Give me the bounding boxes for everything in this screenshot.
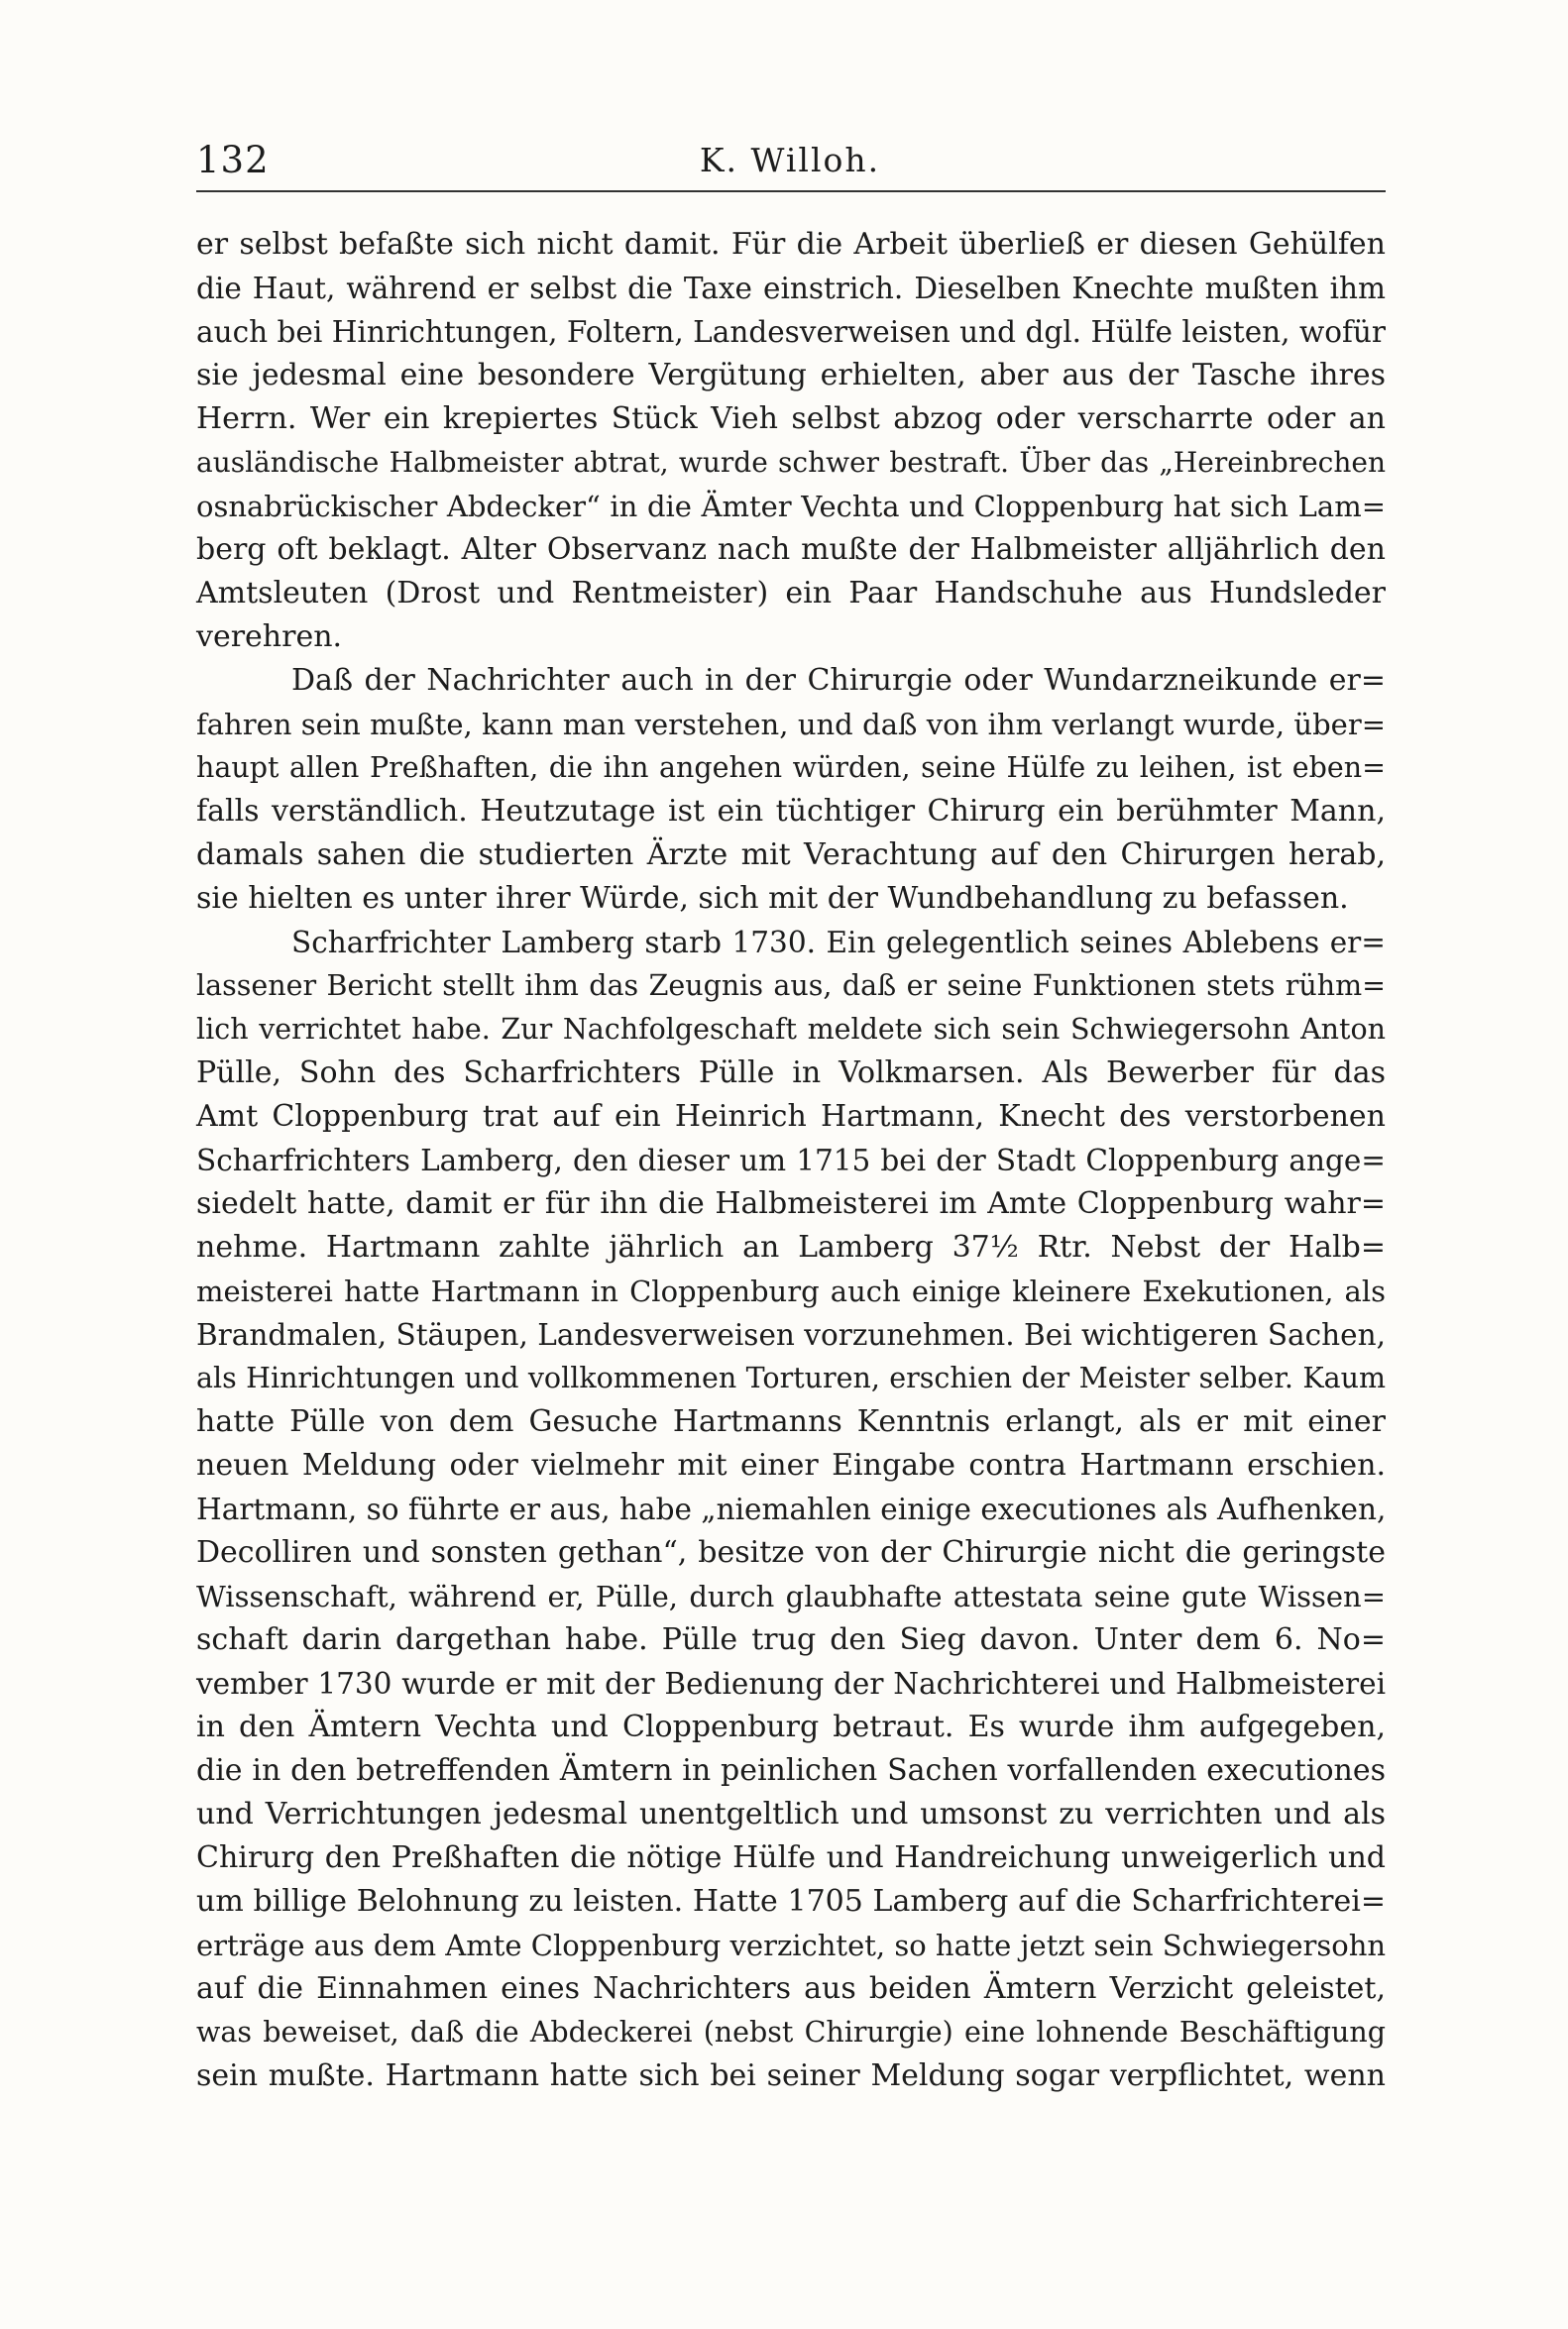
text-line: damals sahen die studierten Ärzte mit Verachtung auf den Chirurgen herab,: [196, 837, 1386, 872]
text-line: die Haut, während er selbst die Taxe einstrich. Dieselben Knechte mußten ihm: [196, 272, 1386, 305]
text-line: um billige Belohnung zu leisten. Hatte 1705 Lamberg auf die Scharfrichterei=: [196, 1884, 1386, 1919]
text-line: Brandmalen, Stäupen, Landesverweisen vorzunehmen. Bei wichtigeren Sachen,: [196, 1318, 1386, 1352]
text-line: falls verständlich. Heutzutage ist ein tüchtiger Chirurg ein berühmter Mann,: [196, 794, 1386, 829]
text-line: Decolliren und sonsten gethan“, besitze von der Chirurgie nicht die geringste: [196, 1535, 1386, 1570]
text-line: Pülle, Sohn des Scharfrichters Pülle in Volkmarsen. Als Bewerber für das: [196, 1055, 1386, 1090]
text-line: Chirurg den Preßhaften die nötige Hülfe und Handreichung unweigerlich und: [196, 1840, 1386, 1875]
text-line: neuen Meldung oder vielmehr mit einer Eingabe contra Hartmann erschien.: [196, 1448, 1386, 1483]
text-line: ausländische Halbmeister abtrat, wurde schwer bestraft. Über das „Hereinbrechen: [196, 446, 1386, 479]
text-line: hatte Pülle von dem Gesuche Hartmanns Kenntnis erlangt, als er mit einer: [196, 1404, 1386, 1439]
text-line: in den Ämtern Vechta und Cloppenburg betraut. Es wurde ihm aufgegeben,: [196, 1710, 1386, 1744]
text-line: Amt Cloppenburg trat auf ein Heinrich Hartmann, Knecht des verstorbenen: [196, 1099, 1386, 1134]
text-line: Herrn. Wer ein krepiertes Stück Vieh selbst abzog oder verscharrte oder an: [196, 401, 1386, 436]
text-line: lassener Bericht stellt ihm das Zeugnis aus, daß er seine Funktionen stets rühm=: [196, 969, 1386, 1002]
text-line: berg oft beklagt. Alter Observanz nach mußte der Halbmeister alljährlich den: [196, 532, 1386, 567]
text-line: Scharfrichter Lamberg starb 1730. Ein gelegentlich seines Ablebens er=: [291, 926, 1386, 959]
text-line: haupt allen Preßhaften, die ihn angehen würden, seine Hülfe zu leihen, ist eben=: [196, 751, 1386, 784]
text-line: auf die Einnahmen eines Nachrichters aus beiden Ämtern Verzicht geleistet,: [196, 1971, 1386, 2006]
paragraph: [196, 223, 1386, 659]
running-head: [196, 139, 1384, 188]
text-line: Hartmann, so führte er aus, habe „niemahlen einige executiones als Aufhenken,: [196, 1493, 1387, 1526]
page-number: 132: [196, 139, 270, 181]
text-line: schaft darin dargethan habe. Pülle trug den Sieg davon. Unter dem 6. No=: [196, 1622, 1386, 1657]
header-rule: [196, 190, 1386, 192]
text-line: sie hielten es unter ihrer Würde, sich mit der Wundbehandlung zu befassen.: [196, 881, 1349, 916]
paragraph: [196, 659, 1386, 921]
text-line: vember 1730 wurde er mit der Bedienung der Nachrichterei und Halbmeisterei: [196, 1667, 1386, 1701]
text-line: er selbst befaßte sich nicht damit. Für die Arbeit überließ er diesen Gehülfen: [196, 227, 1386, 262]
text-line: verehren.: [196, 619, 343, 654]
text-line: Scharfrichters Lamberg, den dieser um 1715 bei der Stadt Cloppenburg ange=: [196, 1144, 1386, 1177]
text-line: auch bei Hinrichtungen, Foltern, Landesverweisen und dgl. Hülfe leisten, wofür: [196, 315, 1386, 349]
text-line: nehme. Hartmann zahlte jährlich an Lamberg 37½ Rtr. Nebst der Halb=: [196, 1230, 1386, 1265]
text-line: Amtsleuten (Drost und Rentmeister) ein Paar Handschuhe aus Hundsleder: [196, 576, 1386, 610]
text-line: als Hinrichtungen und vollkommenen Torturen, erschien der Meister selber. Kaum: [196, 1362, 1386, 1394]
text-line: sie jedesmal eine besondere Vergütung erhielten, aber aus der Tasche ihres: [196, 358, 1386, 392]
text-line: Daß der Nachrichter auch in der Chirurgie oder Wundarzneikunde er=: [291, 663, 1386, 698]
text-line: osnabrückischer Abdecker“ in die Ämter Vechta und Cloppenburg hat sich Lam=: [196, 490, 1386, 523]
text-line: und Verrichtungen jedesmal unentgeltlich und umsonst zu verrichten und als: [196, 1797, 1386, 1831]
text-line: lich verrichtet habe. Zur Nachfolgeschaft meldete sich sein Schwiegersohn Anton: [196, 1013, 1386, 1046]
text-line: siedelt hatte, damit er für ihn die Halbmeisterei im Amte Cloppenburg wahr=: [196, 1186, 1386, 1221]
text-line: fahren sein mußte, kann man verstehen, und daß von ihm verlangt wurde, über=: [196, 708, 1386, 741]
text-line: was beweiset, daß die Abdeckerei (nebst Chirurgie) eine lohnende Beschäftigung: [196, 2016, 1386, 2049]
text-line: meisterei hatte Hartmann in Cloppenburg auch einige kleinere Exekutionen, als: [196, 1275, 1386, 1308]
paragraph: [196, 921, 1386, 2098]
text-line: sein mußte. Hartmann hatte sich bei seiner Meldung sogar verpflichtet, wenn: [196, 2058, 1386, 2093]
text-line: erträge aus dem Amte Cloppenburg verzichtet, so hatte jetzt sein Schwiegersohn: [196, 1929, 1387, 1962]
text-line: Wissenschaft, während er, Pülle, durch glaubhafte attestata seine gute Wissen=: [196, 1580, 1386, 1613]
body-text: [196, 223, 1386, 2098]
running-title: K. Willoh.: [699, 141, 881, 179]
text-line: die in den betreffenden Ämtern in peinlichen Sachen vorfallenden executiones: [196, 1753, 1386, 1788]
